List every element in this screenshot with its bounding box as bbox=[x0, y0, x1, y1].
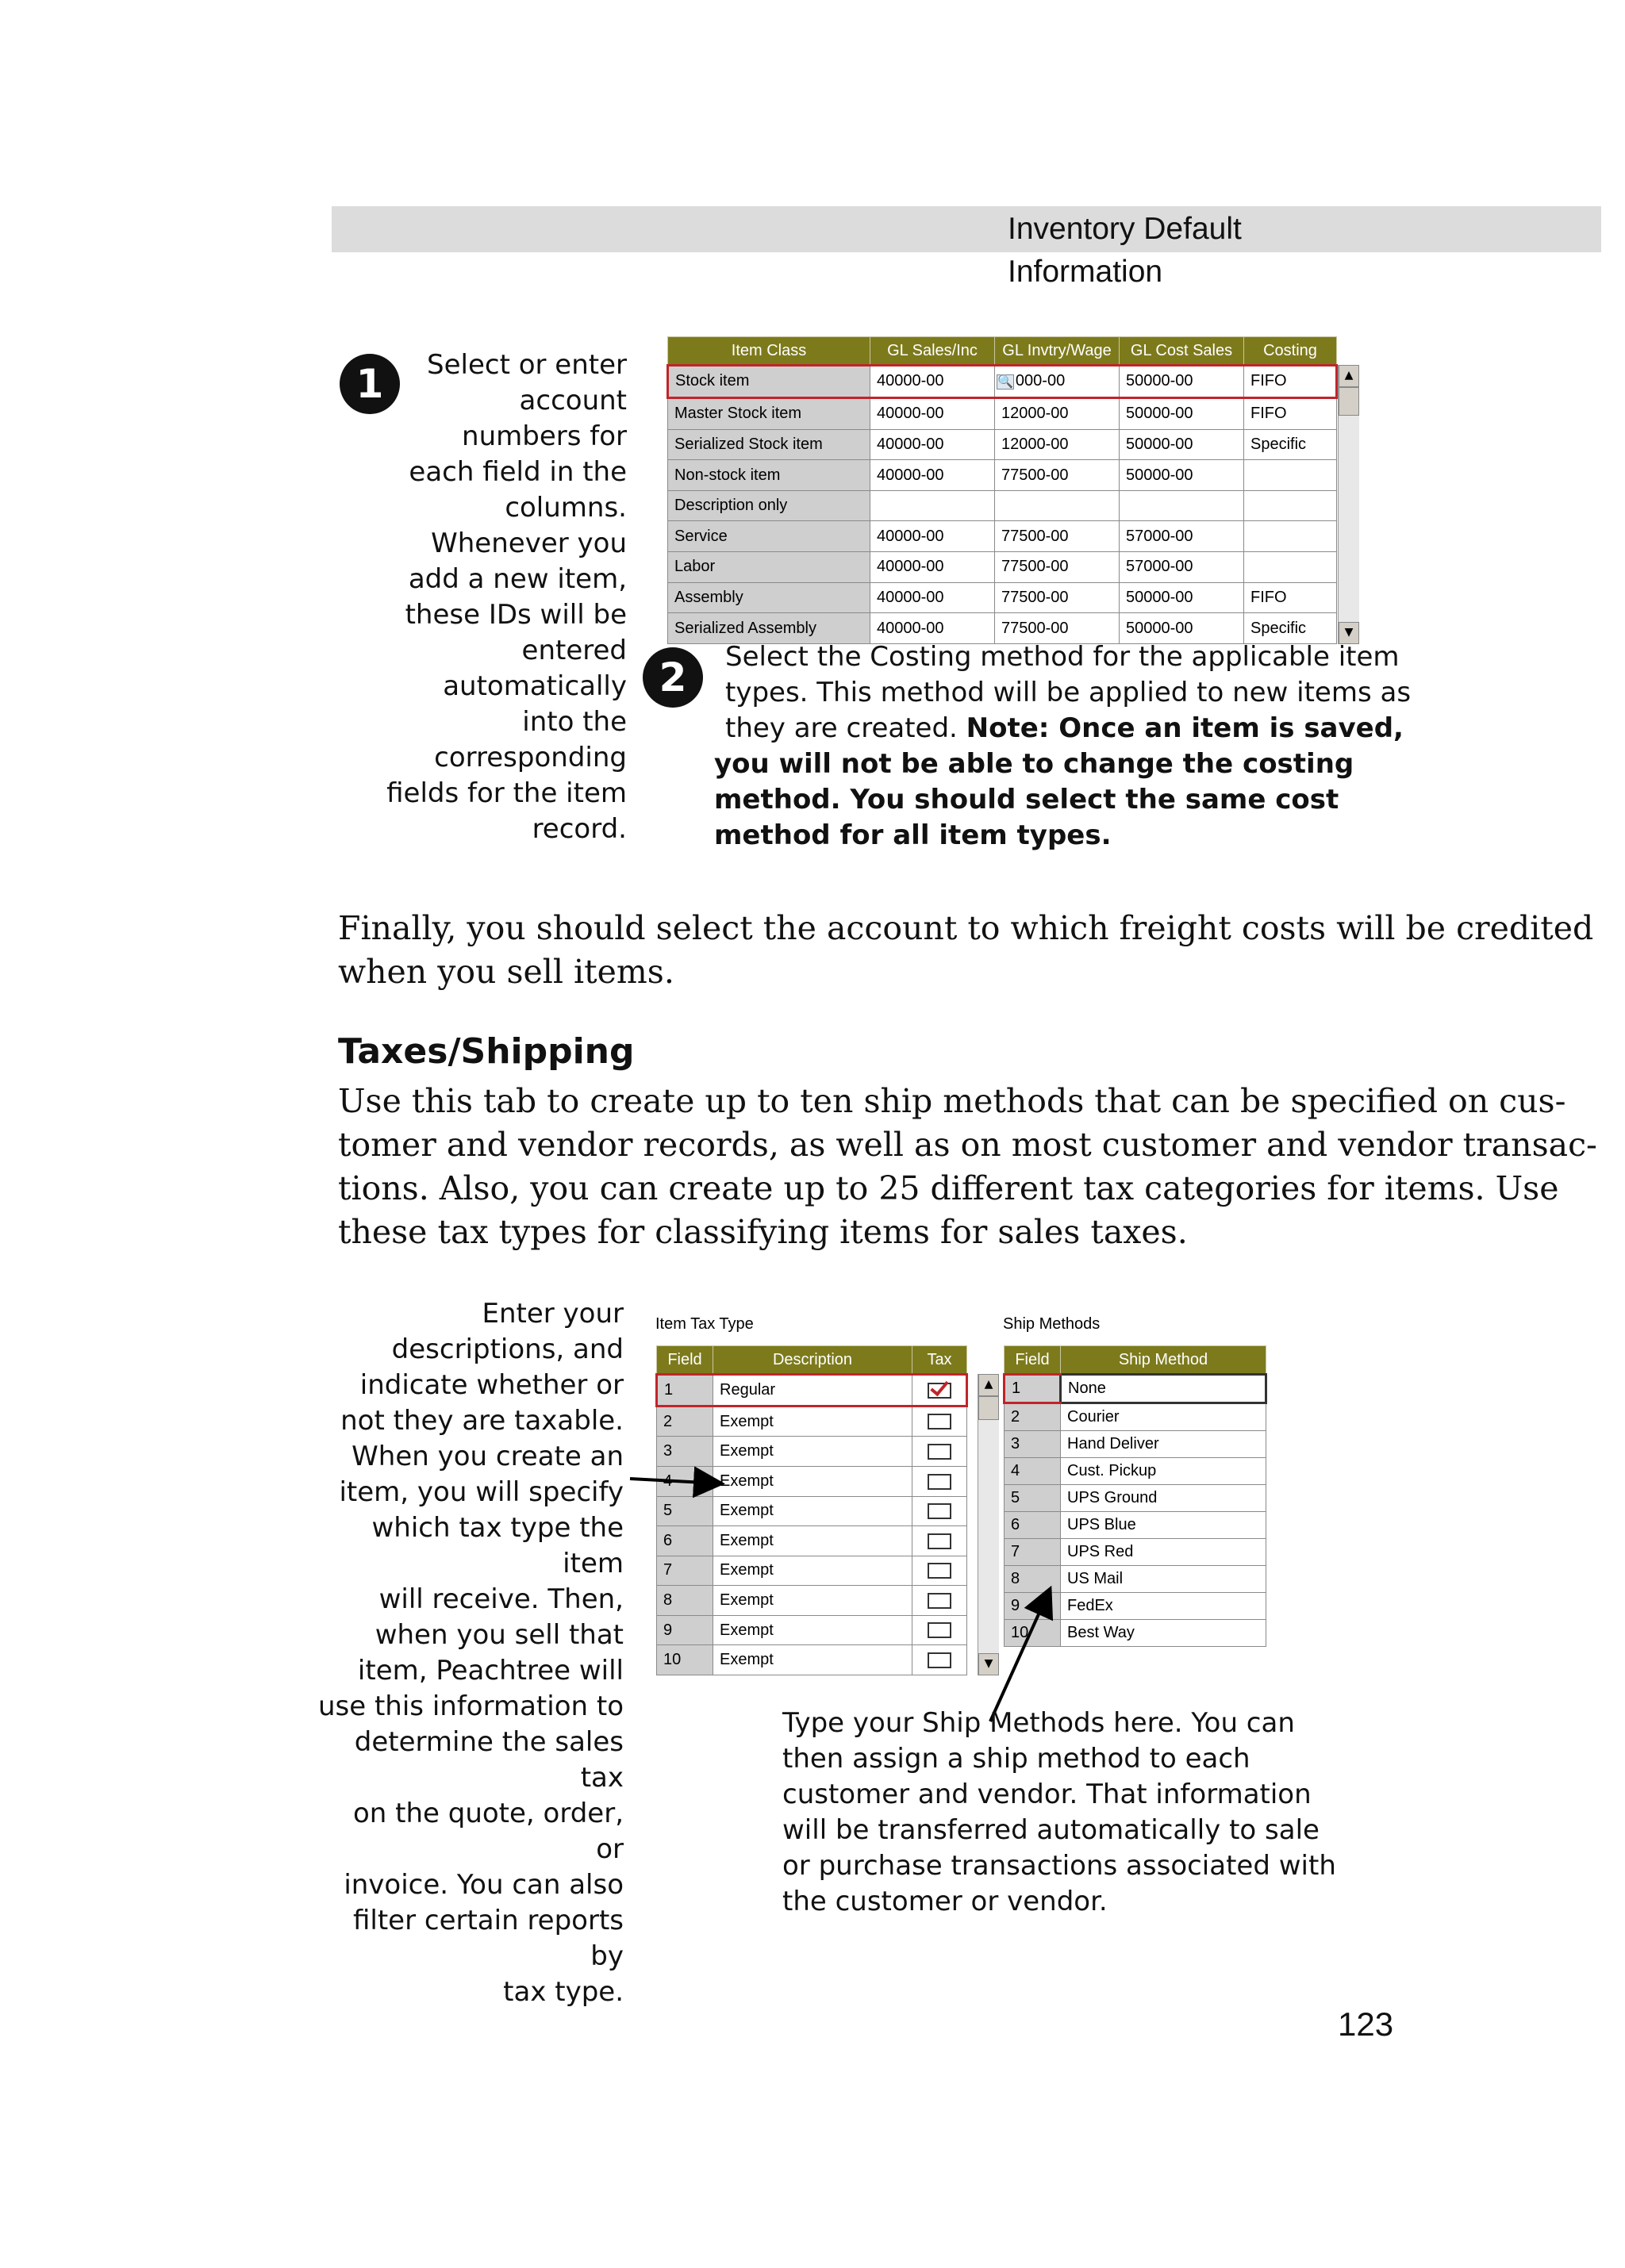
cell-value: 40000-00 bbox=[877, 372, 944, 390]
ship-method-cell[interactable]: FedEx bbox=[1061, 1593, 1266, 1620]
tax-callout-line: determine the sales tax bbox=[354, 1726, 624, 1794]
callout-1-line: Whenever you bbox=[431, 528, 627, 559]
item-table-header[interactable]: GL Cost Sales bbox=[1120, 337, 1244, 366]
callout-1-line: corresponding bbox=[434, 742, 627, 773]
callout-2-line: they are created. Note: Once an item is saved, bbox=[725, 712, 1404, 744]
cell-value: 40000-00 bbox=[877, 619, 944, 637]
ship-method-cell[interactable]: Hand Deliver bbox=[1061, 1431, 1266, 1458]
tax-description-cell[interactable]: Exempt bbox=[713, 1406, 912, 1437]
tax-description-cell[interactable]: Exempt bbox=[713, 1556, 912, 1586]
tax-callout-line: filter certain reports by bbox=[352, 1905, 624, 1972]
ship-table-header[interactable]: Field bbox=[1005, 1346, 1061, 1375]
cell-value: 40000-00 bbox=[877, 466, 944, 484]
callout-1-line: into the bbox=[522, 706, 627, 738]
cell-value: Service bbox=[674, 527, 728, 545]
field-number-cell: 8 bbox=[657, 1586, 713, 1616]
ship-callout-line: then assign a ship method to each bbox=[782, 1743, 1250, 1775]
tax-table-header[interactable]: Field bbox=[657, 1346, 713, 1375]
callout-1-line: entered bbox=[521, 635, 627, 666]
cell-value: 77500-00 bbox=[1001, 588, 1069, 606]
ship-method-cell[interactable]: US Mail bbox=[1061, 1566, 1266, 1593]
item-tax-type-label: Item Tax Type bbox=[655, 1315, 754, 1333]
cell-value: 50000-00 bbox=[1126, 372, 1193, 390]
item-table-header[interactable]: GL Invtry/Wage bbox=[995, 337, 1120, 366]
tax-callout-line: use this information to bbox=[317, 1690, 624, 1722]
cell-value: FIFO bbox=[1250, 588, 1287, 606]
callout-1-line: fields for the item bbox=[386, 777, 627, 809]
ship-method-cell[interactable]: None bbox=[1061, 1375, 1266, 1403]
cell-value: 40000-00 bbox=[877, 405, 944, 423]
item-table-header[interactable]: Item Class bbox=[668, 337, 870, 366]
cell-value: 50000-00 bbox=[1126, 619, 1193, 637]
ship-callout-line: customer and vendor. That information bbox=[782, 1779, 1312, 1810]
cell-value: 77500-00 bbox=[1001, 466, 1069, 484]
callout-2-note: you will not be able to change the costing bbox=[714, 748, 1354, 780]
ship-method-cell[interactable]: Courier bbox=[1061, 1403, 1266, 1431]
cell-value: FIFO bbox=[1250, 372, 1287, 390]
callout-1-line: each field in the bbox=[409, 456, 627, 488]
cell-value: Non-stock item bbox=[674, 466, 781, 484]
tax-callout-line: descriptions, and bbox=[391, 1334, 624, 1365]
cell-value: 12000-00 bbox=[1001, 435, 1069, 453]
field-number-cell: 6 bbox=[657, 1526, 713, 1556]
field-number-cell: 2 bbox=[657, 1406, 713, 1437]
callout-2-note: method. You should select the same cost bbox=[714, 784, 1339, 815]
lookup-magnifier-icon[interactable]: 🔍 bbox=[997, 375, 1013, 390]
ship-method-cell[interactable]: UPS Red bbox=[1061, 1539, 1266, 1566]
field-number-cell: 8 bbox=[1005, 1566, 1061, 1593]
field-number-cell: 9 bbox=[1005, 1593, 1061, 1620]
callout-2-note: method for all item types. bbox=[714, 819, 1112, 851]
ship-table-header[interactable]: Ship Method bbox=[1061, 1346, 1266, 1375]
tax-callout-line: on the quote, order, or bbox=[352, 1798, 624, 1865]
tax-callout-line: Enter your bbox=[482, 1298, 624, 1330]
cell-value: 50000-00 bbox=[1126, 588, 1193, 606]
cell-value: Stock item bbox=[675, 372, 750, 390]
cell-value: 77500-00 bbox=[1001, 558, 1069, 576]
cell-value: Serialized Assembly bbox=[674, 619, 816, 637]
cell-value: 50000-00 bbox=[1126, 435, 1193, 453]
cell-value: 77500-00 bbox=[1001, 527, 1069, 545]
field-number-cell: 10 bbox=[1005, 1620, 1061, 1647]
item-table-header[interactable]: Costing bbox=[1244, 337, 1337, 366]
cell-value: Specific bbox=[1250, 435, 1307, 453]
field-number-cell: 1 bbox=[657, 1375, 713, 1406]
cell-value: 50000-00 bbox=[1126, 466, 1193, 484]
item-table-header[interactable]: GL Sales/Inc bbox=[870, 337, 995, 366]
tax-description-cell[interactable]: Exempt bbox=[713, 1467, 912, 1497]
field-number-cell: 4 bbox=[1005, 1458, 1061, 1485]
arrow-to-ship-row-icon bbox=[990, 1591, 1049, 1721]
arrow-to-tax-row-icon bbox=[630, 1479, 719, 1483]
section-heading: Taxes/Shipping bbox=[338, 1031, 635, 1072]
tax-description-cell[interactable]: Exempt bbox=[713, 1615, 912, 1645]
tax-table-header[interactable]: Tax bbox=[912, 1346, 967, 1375]
tax-table-header[interactable]: Description bbox=[713, 1346, 912, 1375]
tax-description-cell[interactable]: Exempt bbox=[713, 1526, 912, 1556]
scroll-down-arrow-icon[interactable]: ▼ bbox=[1339, 622, 1359, 644]
cell-value: 000-00 bbox=[1015, 372, 1066, 390]
tax-description-cell[interactable]: Regular bbox=[713, 1375, 912, 1406]
freight-paragraph: Finally, you should select the account to which freight costs will be credited when you sell items. bbox=[338, 909, 1594, 991]
tax-callout-line: which tax type the item bbox=[371, 1512, 624, 1579]
cell-value: 40000-00 bbox=[877, 435, 944, 453]
ship-method-cell[interactable]: Cust. Pickup bbox=[1061, 1458, 1266, 1485]
callout-number-1: 1 bbox=[340, 354, 400, 414]
tax-callout-line: not they are taxable. bbox=[340, 1405, 624, 1437]
scroll-up-arrow-icon[interactable]: ▲ bbox=[978, 1374, 999, 1396]
callout-1-line: automatically bbox=[443, 670, 627, 702]
callout-1-line: record. bbox=[532, 813, 627, 845]
cell-value: 57000-00 bbox=[1126, 558, 1193, 576]
tax-description-cell[interactable]: Exempt bbox=[713, 1496, 912, 1526]
scroll-up-arrow-icon[interactable]: ▲ bbox=[1339, 365, 1359, 387]
callout-1-line: Select or enter bbox=[427, 349, 627, 381]
cell-value: Description only bbox=[674, 497, 788, 515]
callout-1-line: numbers for bbox=[462, 420, 627, 452]
tax-description-cell[interactable]: Exempt bbox=[713, 1586, 912, 1616]
page-number: 123 bbox=[1338, 2005, 1394, 2043]
ship-callout-text bbox=[782, 1706, 1385, 1920]
tax-description-cell[interactable]: Exempt bbox=[713, 1645, 912, 1675]
ship-callout-line: or purchase transactions associated with bbox=[782, 1850, 1336, 1882]
field-number-cell: 6 bbox=[1005, 1512, 1061, 1539]
ship-method-cell[interactable]: UPS Blue bbox=[1061, 1512, 1266, 1539]
running-header-title: Inventory Default Information bbox=[1008, 212, 1242, 289]
ship-callout-line: will be transferred automatically to sale bbox=[782, 1814, 1320, 1846]
ship-method-cell[interactable]: UPS Ground bbox=[1061, 1485, 1266, 1512]
tax-callout-line: tax type. bbox=[503, 1976, 624, 2008]
cell-value: Master Stock item bbox=[674, 405, 802, 423]
field-number-cell: 5 bbox=[1005, 1485, 1061, 1512]
tax-callout-line: item, Peachtree will bbox=[357, 1655, 624, 1687]
callout-1-line: columns. bbox=[505, 492, 627, 524]
section-paragraph: Use this tab to create up to ten ship methods that can be specified on cus- tomer and vendor records, as well as on most customer and vendor transac- tions. Also, you can create up to 25 different tax categories for items. Use these tax types for classifying items for sales taxes. bbox=[338, 1082, 1597, 1251]
field-number-cell: 9 bbox=[657, 1615, 713, 1645]
cell-value: FIFO bbox=[1250, 405, 1287, 423]
field-number-cell: 1 bbox=[1005, 1375, 1061, 1403]
field-number-cell: 7 bbox=[657, 1556, 713, 1586]
cell-value: 77500-00 bbox=[1001, 619, 1069, 637]
field-number-cell: 7 bbox=[1005, 1539, 1061, 1566]
tax-callout-line: when you sell that bbox=[375, 1619, 624, 1651]
cell-value: 12000-00 bbox=[1001, 405, 1069, 423]
field-number-cell: 2 bbox=[1005, 1403, 1061, 1431]
cell-value: Assembly bbox=[674, 588, 743, 606]
tax-callout-line: indicate whether or bbox=[359, 1369, 624, 1401]
tax-callout-line: will receive. Then, bbox=[378, 1583, 624, 1615]
ship-method-cell[interactable]: Best Way bbox=[1061, 1620, 1266, 1647]
tax-callout-line: When you create an bbox=[352, 1441, 624, 1472]
tax-callout-line: item, you will specify bbox=[339, 1476, 624, 1508]
callout-2-line: Select the Costing method for the applicable item bbox=[725, 641, 1400, 673]
callout-number-2: 2 bbox=[643, 647, 703, 708]
cell-value: Specific bbox=[1250, 619, 1307, 637]
cell-value: Serialized Stock item bbox=[674, 435, 823, 453]
ship-callout-line: Type your Ship Methods here. You can bbox=[782, 1707, 1295, 1739]
ship-methods-label: Ship Methods bbox=[1003, 1315, 1101, 1333]
callout-2-line: types. This method will be applied to new items as bbox=[725, 677, 1412, 708]
tax-description-cell[interactable]: Exempt bbox=[713, 1437, 912, 1467]
tax-callout-line: invoice. You can also bbox=[344, 1869, 624, 1901]
callout-1-line: add a new item, bbox=[408, 563, 627, 595]
callout-1-line: these IDs will be bbox=[405, 599, 627, 631]
scroll-down-arrow-icon[interactable]: ▼ bbox=[978, 1653, 999, 1675]
cell-value: 57000-00 bbox=[1126, 527, 1193, 545]
field-number-cell: 3 bbox=[1005, 1431, 1061, 1458]
cell-value: 50000-00 bbox=[1126, 405, 1193, 423]
field-number-cell: 3 bbox=[657, 1437, 713, 1467]
cell-value: 40000-00 bbox=[877, 527, 944, 545]
field-number-cell: 5 bbox=[657, 1496, 713, 1526]
field-number-cell: 10 bbox=[657, 1645, 713, 1675]
cell-value: 40000-00 bbox=[877, 588, 944, 606]
cell-value: Labor bbox=[674, 558, 716, 576]
callout-1-line: account bbox=[519, 385, 627, 416]
ship-callout-line: the customer or vendor. bbox=[782, 1886, 1108, 1917]
cell-value: 40000-00 bbox=[877, 558, 944, 576]
